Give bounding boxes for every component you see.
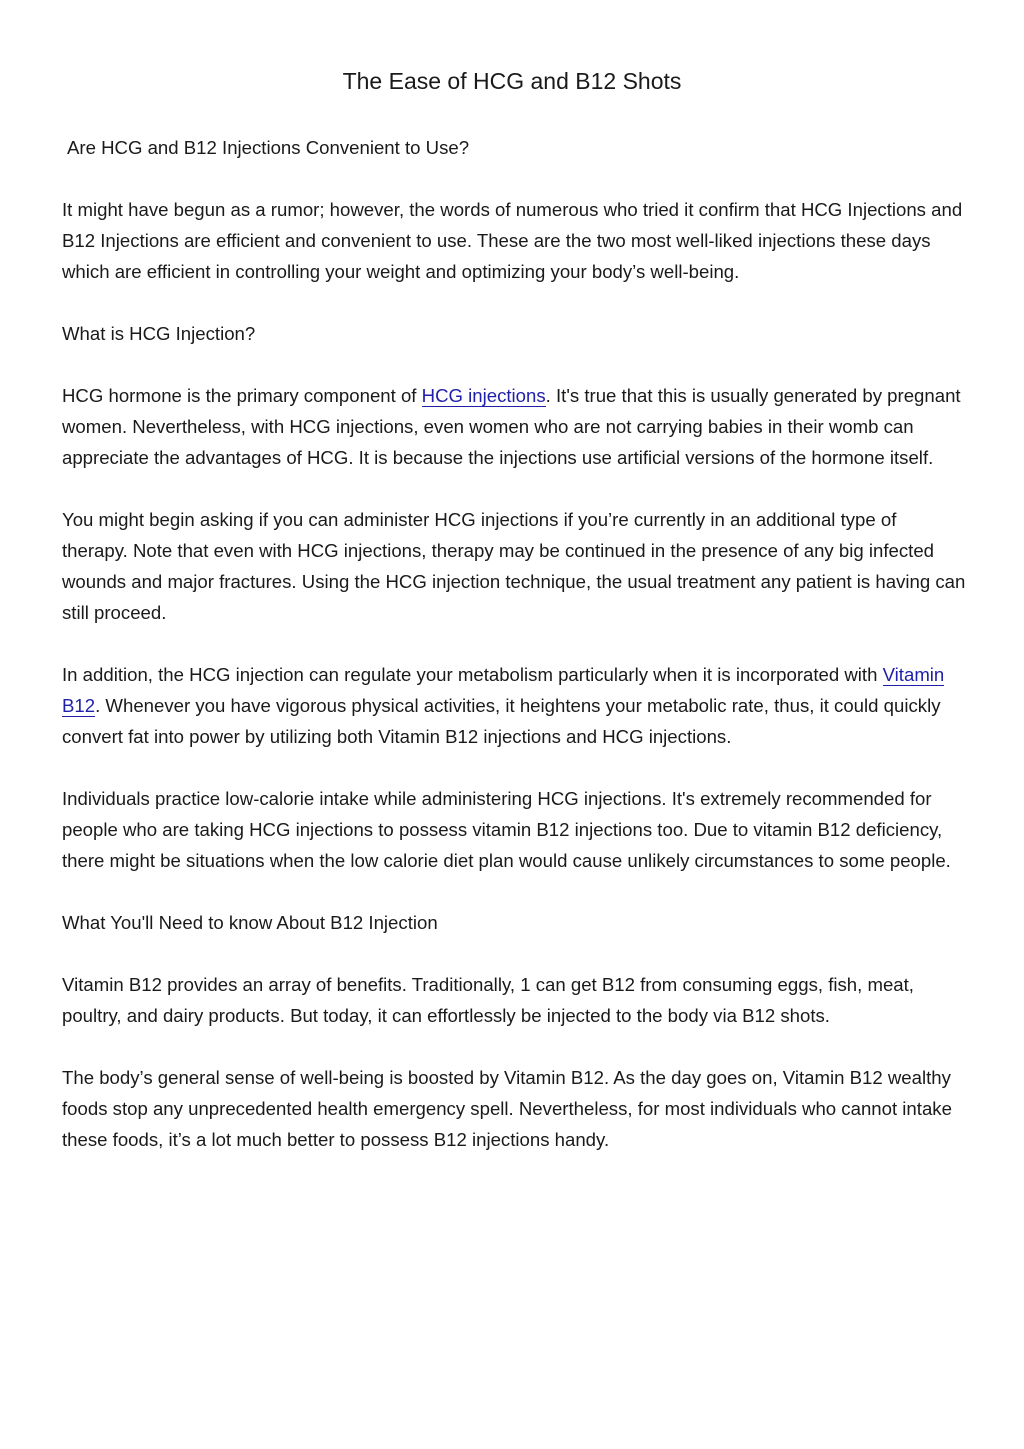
hcg-injections-link[interactable]: HCG injections: [421, 385, 546, 406]
vitamin-b12-link[interactable]: Vitamin B12: [62, 664, 945, 716]
paragraph-therapy: You might begin asking if you can administer HCG injections if you’re currently in an additional type of therapy. Note that even with HCG injections, therapy may be continued in the presence of any big infected wounds and major fractures. Using the HCG injection technique, the usual treatment any patient is having can still proceed.: [62, 509, 966, 623]
paragraph-text: HCG hormone is the primary component of: [62, 385, 422, 406]
heading-hcg-injection: What is HCG Injection?: [62, 323, 256, 344]
paragraph-text: . Whenever you have vigorous physical activities, it heightens your metabolic rate, thus, it could quickly convert fat into power by utilizing both Vitamin B12 injections and HCG injections.: [62, 695, 941, 747]
document-body: [62, 132, 967, 1186]
paragraph-text: In addition, the HCG injection can regulate your metabolism particularly when it is incorporated with: [62, 664, 883, 685]
heading-b12-injection: What You'll Need to know About B12 Injection: [62, 912, 438, 933]
paragraph-intro: It might have begun as a rumor; however, the words of numerous who tried it confirm that HCG Injections and B12 Injections are efficient and convenient to use. These are the two most well-liked injections these days which are efficient in controlling your weight and optimizing your body’s well-being.: [62, 199, 963, 282]
page-title: The Ease of HCG and B12 Shots: [342, 68, 682, 94]
paragraph-b12-benefits: Vitamin B12 provides an array of benefits. Traditionally, 1 can get B12 from consuming eggs, fish, meat, poultry, and dairy products. But today, it can effortlessly be injected to the body via B12 shots.: [62, 974, 914, 1026]
paragraph-low-calorie: Individuals practice low-calorie intake while administering HCG injections. It's extremely recommended for people who are taking HCG injections to possess vitamin B12 injections too. Due to vitamin B12 deficiency, there might be situations when the low calorie diet plan would cause unlikely circumstances to some people.: [62, 788, 951, 871]
paragraph-text: . It's true that this is usually generated by pregnant women. Nevertheless, with HCG injections, even women who are not carrying babies in their womb can appreciate the advantages of HCG. It is because the injections use artificial versions of the hormone itself.: [62, 385, 961, 468]
subtitle: Are HCG and B12 Injections Convenient to Use?: [67, 137, 470, 158]
paragraph-hcg-hormone: [62, 380, 967, 473]
paragraph-well-being: The body’s general sense of well-being is boosted by Vitamin B12. As the day goes on, Vitamin B12 wealthy foods stop any unprecedented health emergency spell. Nevertheless, for most individuals who cannot intake these foods, it’s a lot much better to possess B12 injections handy.: [62, 1067, 952, 1150]
paragraph-metabolism: [62, 659, 967, 752]
